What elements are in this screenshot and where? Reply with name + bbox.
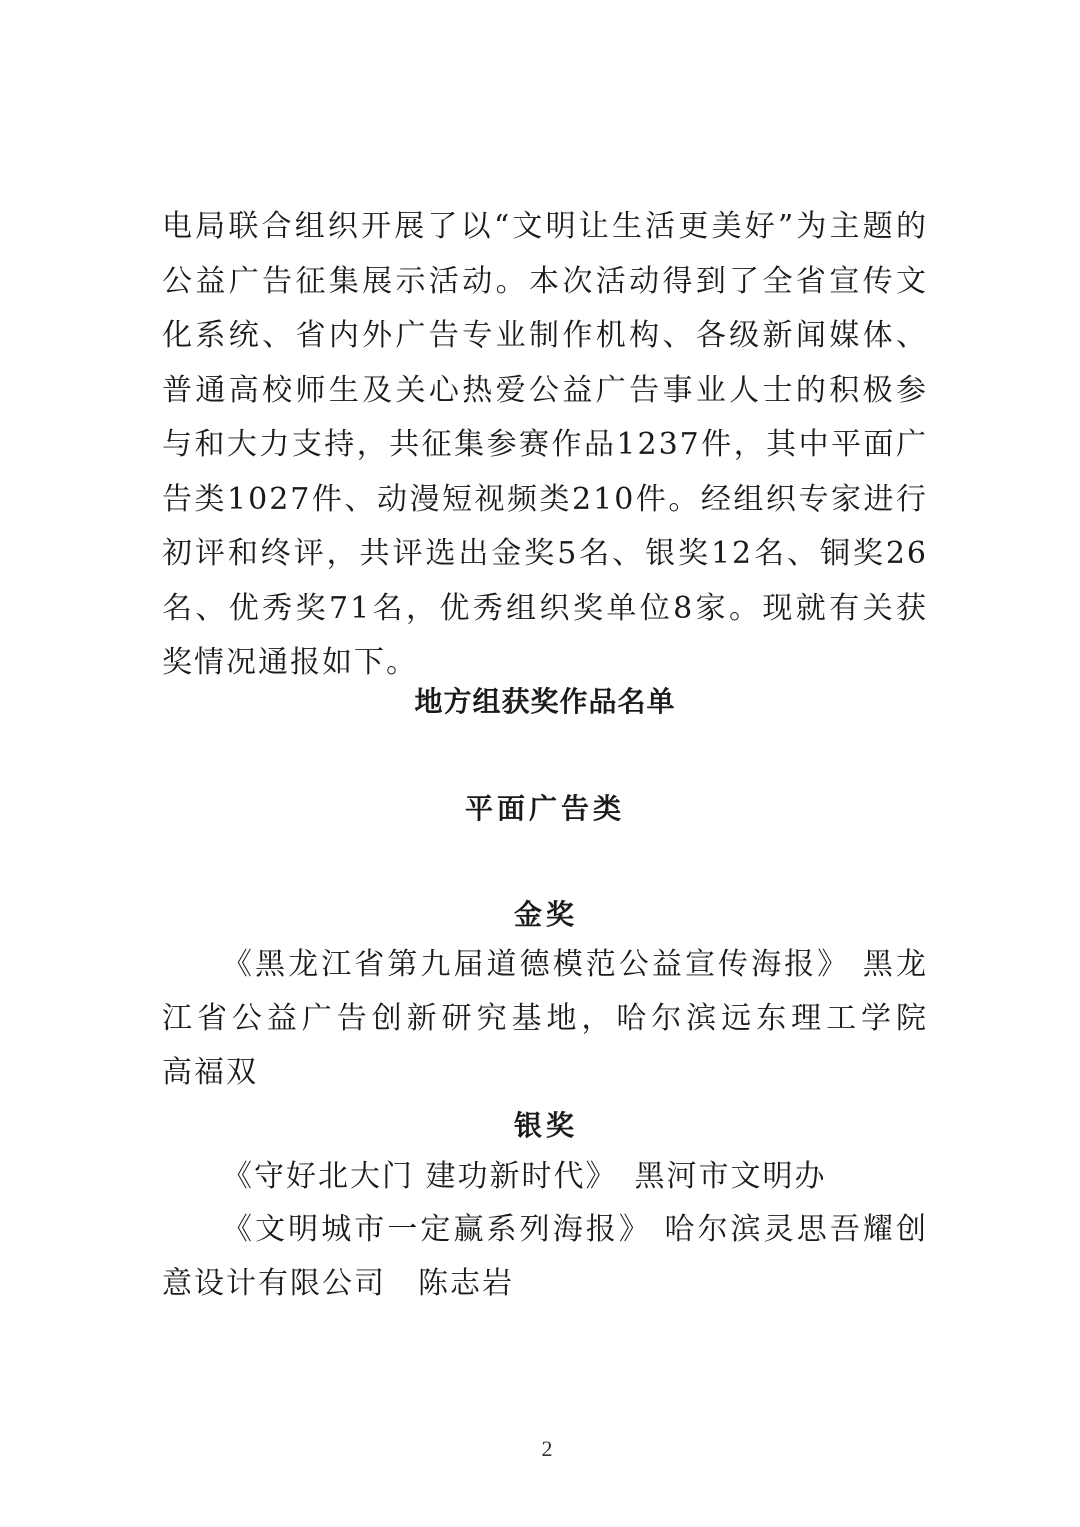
gold-award-heading: 金奖 xyxy=(513,898,578,931)
silver-award-entry: 《文明城市一定赢系列海报》 哈尔滨灵思吾耀创意设计有限公司 陈志岩 xyxy=(162,1212,928,1301)
silver-award-entry: 《守好北大门 建功新时代》 黑河市文明办 xyxy=(222,1159,827,1194)
category-title: 平面广告类 xyxy=(464,792,625,825)
page-number: 2 xyxy=(541,1436,553,1461)
gold-award-entry: 《黑龙江省第九届道德模范公益宣传海报》 黑龙江省公益广告创新研究基地，哈尔滨远东理工学院 高福双 xyxy=(162,947,960,1090)
silver-award-heading: 银奖 xyxy=(513,1109,578,1142)
intro-paragraph: 电局联合组织开展了以“文明让生活更美好”为主题的公益广告征集展示活动。本次活动得到了全省宣传文化系统、省内外广告专业制作机构、各级新闻媒体、普通高校师生及关心热爱公益广告事业人士的积极参与和大力支持，共征集参赛作品1237件，其中平面广告类1027件、动漫短视频类210件。经组织专家进行初评和终评，共评选出金奖5名、银奖12名、铜奖26名、优秀奖71名，优秀组织奖单位8家。现就有关获奖情况通报如下。 xyxy=(162,209,928,680)
section-title: 地方组获奖作品名单 xyxy=(414,685,676,718)
